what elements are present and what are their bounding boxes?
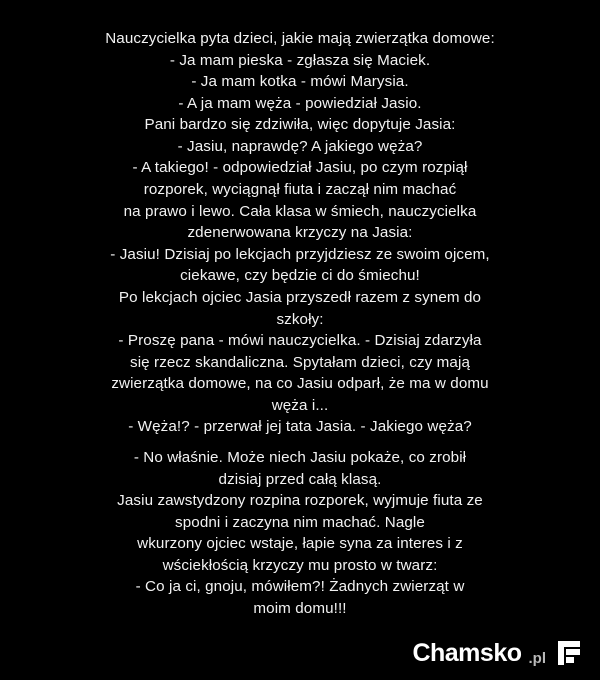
joke-line: Nauczycielka pyta dzieci, jakie mają zwierzątka domowe: — [105, 30, 495, 47]
joke-line: - Jasiu, naprawdę? A jakiego węża? — [177, 137, 423, 155]
joke-line: rozporek, wyciągnął fiuta i zaczął nim machać — [143, 181, 457, 199]
joke-line: Pani bardzo się zdziwiła, więc dopytuje Jasia: — [144, 116, 456, 134]
joke-line: wkurzony ojciec wstaje, łapie syna za interes i z — [137, 535, 463, 553]
joke-line: się rzecz skandaliczna. Spytałam dzieci, czy mają — [130, 353, 470, 371]
chamsko-flag-icon — [556, 640, 582, 666]
joke-line: - Proszę pana - mówi nauczycielka. - Dzisiaj zdarzyła — [118, 332, 482, 350]
joke-line: - Co ja ci, gnoju, mówiłem?! Żadnych zwierząt w — [135, 578, 465, 596]
watermark-name: Chamsko — [412, 639, 522, 667]
joke-line: węża i... — [271, 396, 329, 414]
joke-line: wściekłością krzyczy mu prosto w twarz: — [162, 556, 438, 574]
joke-line: - A takiego! - odpowiedział Jasiu, po czym rozpiął — [132, 159, 468, 177]
watermark-suffix: .pl — [528, 650, 546, 667]
joke-line: - A ja mam węża - powiedział Jasio. — [178, 94, 422, 112]
joke-line: - Jasiu! Dzisiaj po lekcjach przyjdziesz ze swoim ojcem, — [110, 245, 490, 263]
joke-line: zwierzątka domowe, na co Jasiu odparł, że ma w domu — [111, 375, 489, 393]
joke-line: - Ja mam pieska - zgłasza się Maciek. — [169, 51, 431, 69]
joke-line: zdenerwowana krzyczy na Jasia: — [187, 224, 413, 242]
joke-line: Po lekcjach ojciec Jasia przyszedł razem z synem do — [118, 288, 482, 306]
joke-line: - No właśnie. Może niech Jasiu pokaże, co zrobił — [133, 448, 467, 466]
joke-line: szkoły: — [276, 310, 324, 328]
joke-text — [22, 28, 578, 620]
joke-line: - Ja mam kotka - mówi Marysia. — [191, 73, 409, 91]
joke-line: na prawo i lewo. Cała klasa w śmiech, nauczycielka — [123, 202, 477, 220]
joke-line: ciekawe, czy będzie ci do śmiechu! — [180, 267, 420, 285]
joke-line: Jasiu zawstydzony rozpina rozporek, wyjmuje fiuta ze — [117, 492, 483, 510]
joke-line — [22, 438, 578, 447]
joke-line: - Węża!? - przerwał jej tata Jasia. - Jakiego węża? — [128, 418, 472, 436]
joke-line: dzisiaj przed całą klasą. — [218, 470, 382, 488]
watermark — [412, 640, 582, 666]
joke-line: moim domu!!! — [253, 600, 347, 618]
joke-line: spodni i zaczyna nim machać. Nagle — [175, 513, 425, 531]
